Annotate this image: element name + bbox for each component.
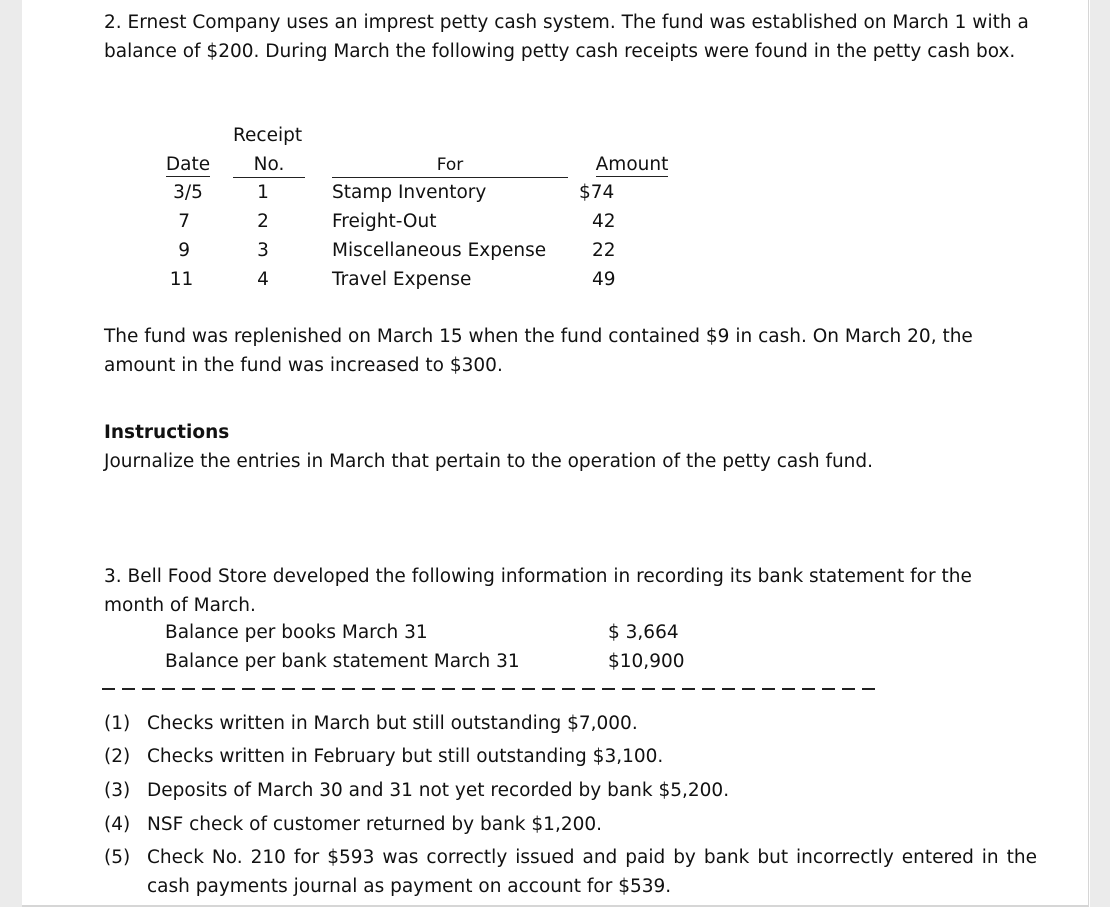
row-amount: $74: [579, 182, 615, 203]
row-amount: 49: [592, 269, 616, 290]
problem2-intro: 2. Ernest Company uses an imprest petty cash system. The fund was established on March 1 with a balance of $200. During March the following petty cash receipts were found in the petty cash box.: [104, 12, 1029, 62]
replenish-paragraph: The fund was replenished on March 15 when the fund contained $9 in cash. On March 20, the amount in the fund was increased to $300.: [104, 326, 973, 376]
balance-label: Balance per bank statement March 31: [165, 651, 520, 672]
row-receipt-no: 3: [257, 240, 269, 261]
row-receipt-no: 1: [257, 182, 269, 203]
row-for: Travel Expense: [332, 269, 472, 290]
header-for-underline: [332, 177, 568, 178]
right-border: [1088, 0, 1089, 907]
row-for: Stamp Inventory: [332, 182, 487, 203]
left-margin: [0, 0, 22, 907]
problem3-intro: 3. Bell Food Store developed the following information in recording its bank statement for the month of March.: [104, 566, 972, 616]
row-receipt-no: 4: [257, 269, 269, 290]
row-for: Freight-Out: [332, 211, 437, 232]
header-no-underline: [233, 177, 305, 178]
row-date: 9: [178, 240, 190, 261]
header-amount: Amount: [595, 154, 669, 175]
instructions-text: Journalize the entries in March that pertain to the operation of the petty cash fund.: [104, 451, 874, 472]
row-date: 11: [169, 269, 194, 290]
header-receipt-no: No.: [253, 154, 285, 175]
header-date: Date: [165, 154, 211, 175]
row-amount: 22: [592, 240, 616, 261]
balance-value: $ 3,664: [608, 622, 679, 643]
instructions-heading: Instructions: [104, 422, 230, 443]
dashed-separator: [102, 688, 882, 690]
document-page: 2. Ernest Company uses an imprest petty cash system. The fund was established on March 1 with a balance of $200. During March the following petty cash receipts were found in the petty cash box. Receipt Date No. For Amount 3/5 1 Stamp Inventory $74 7 2 Freight-Out 42 9 3 Miscellaneous Expense 22 11 4 Travel Expense 49 The fund was replenished on March 15 when the fund contained $9 in cash. On March 20, the amount in the fund was increased to $300. Instructions Journalize the entries in March that pertain to the operation of the petty cash fund. 3. Bell Food Store developed the following information in recording its bank statement for the month of March. Balance per books March 31 $ 3,664 Balance per bank statement March 31 $10,900 (1) Checks written in March but still outstanding $7,000. (2) Checks written in February but still outstanding $3,100. (3) Deposits of March 30 and 31 not yet recorded by bank $5,200. (4) NSF check of customer returned by bank $1,200. (5) Check No. 210 for $593 was correctly issued and paid by bank but incorrectly entered in the cash payments journal as payment on account for $539.: [22, 0, 1088, 905]
row-amount: 42: [592, 211, 616, 232]
right-margin: [1090, 0, 1110, 907]
header-for: For: [436, 155, 464, 175]
balance-value: $10,900: [608, 651, 685, 672]
row-date: 7: [178, 211, 190, 232]
row-for: Miscellaneous Expense: [332, 240, 547, 261]
header-receipt-top: Receipt: [233, 125, 303, 146]
row-receipt-no: 2: [257, 211, 269, 232]
row-date: 3/5: [173, 182, 203, 203]
balance-label: Balance per books March 31: [165, 622, 428, 643]
